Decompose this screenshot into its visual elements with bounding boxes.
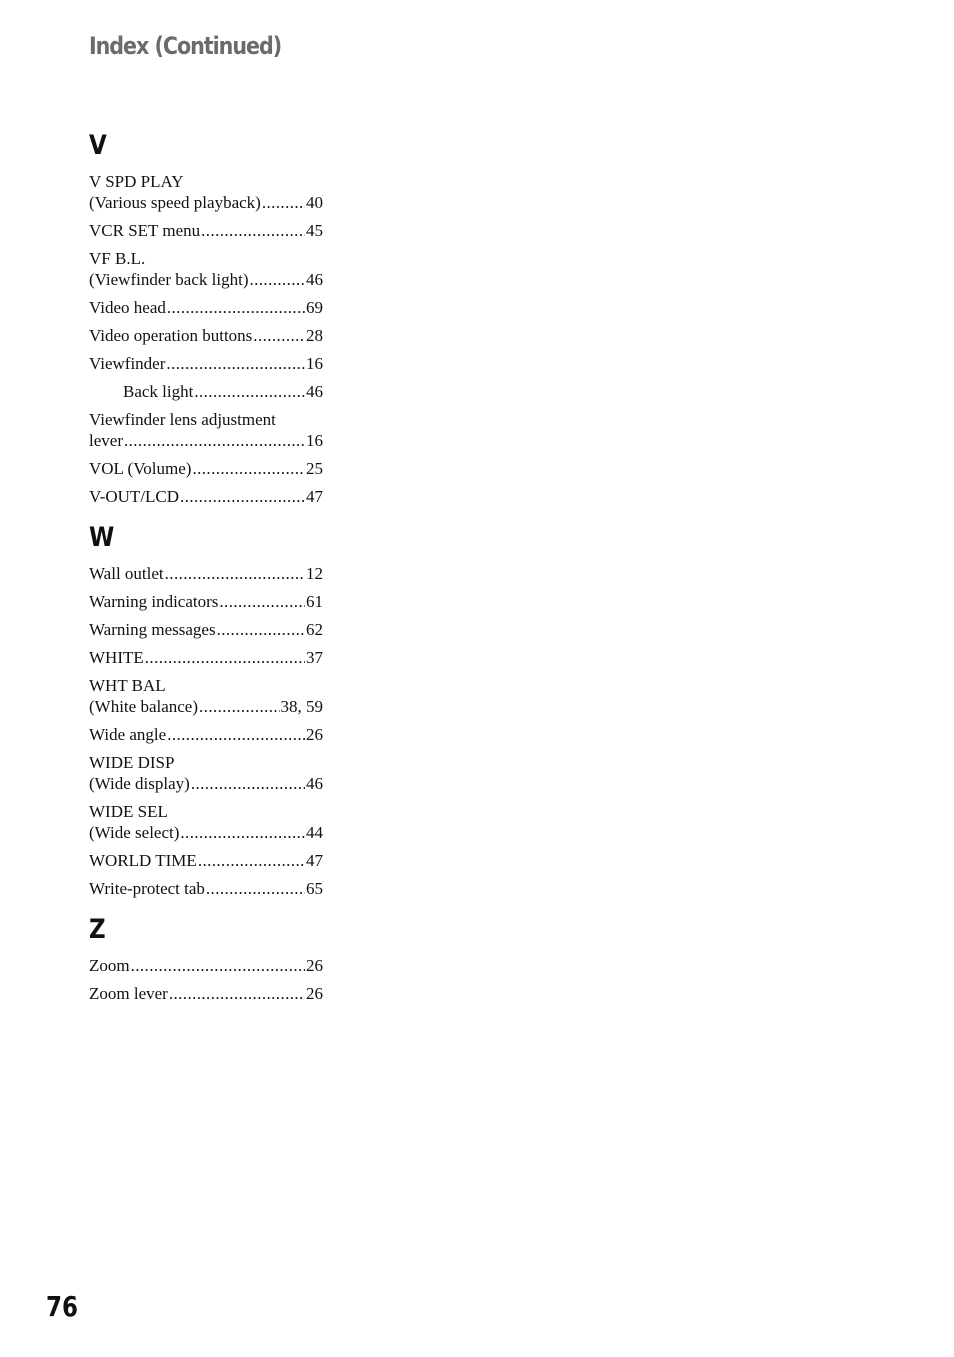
dot-leader bbox=[131, 955, 305, 976]
entry-page-ref: 26 bbox=[306, 956, 323, 975]
index-entry bbox=[89, 752, 323, 794]
entry-label: (White balance) bbox=[89, 697, 199, 716]
entry-page-ref: 46 bbox=[306, 382, 323, 401]
dot-leader bbox=[192, 458, 305, 479]
entry-label: Zoom lever bbox=[89, 984, 168, 1003]
entry-row bbox=[89, 955, 323, 976]
entry-label: Warning indicators bbox=[89, 592, 219, 611]
dot-leader bbox=[180, 822, 305, 843]
entry-row bbox=[89, 647, 323, 668]
entry-page-ref: 45 bbox=[306, 221, 323, 240]
entry-label: Write-protect tab bbox=[89, 879, 205, 898]
entry-page-ref: 40 bbox=[306, 193, 323, 212]
entry-page-ref: 16 bbox=[306, 354, 323, 373]
entry-page-ref: 44 bbox=[306, 823, 323, 842]
entry-row bbox=[89, 381, 323, 402]
entry-page-ref: 46 bbox=[306, 270, 323, 289]
index-entry bbox=[89, 850, 323, 871]
dot-leader bbox=[145, 647, 305, 668]
entry-row bbox=[89, 353, 323, 374]
entry-row bbox=[89, 192, 323, 213]
dot-leader bbox=[165, 563, 305, 584]
index-entry bbox=[89, 220, 323, 241]
dot-leader bbox=[180, 486, 305, 507]
entry-label: (Viewfinder back light) bbox=[89, 270, 249, 289]
entry-label: (Various speed playback) bbox=[89, 193, 261, 212]
dot-leader bbox=[124, 430, 305, 451]
index-entry bbox=[89, 878, 323, 899]
entry-row bbox=[89, 822, 323, 843]
entry-label: (Wide display) bbox=[89, 774, 190, 793]
entry-page-ref: 38, 59 bbox=[280, 697, 323, 716]
entry-row bbox=[89, 591, 323, 612]
page-number: 76 bbox=[46, 1290, 78, 1323]
index-entry bbox=[89, 647, 323, 668]
dot-leader bbox=[219, 591, 305, 612]
entry-row bbox=[89, 696, 323, 717]
entry-label: Back light bbox=[123, 382, 194, 401]
index-section-w bbox=[89, 520, 323, 899]
entry-label: (Wide select) bbox=[89, 823, 180, 842]
entry-label: VOL (Volume) bbox=[89, 459, 192, 478]
entry-label: lever bbox=[89, 431, 123, 450]
entry-label: Zoom bbox=[89, 956, 130, 975]
section-letter: Z bbox=[89, 914, 106, 945]
entry-page-ref: 12 bbox=[306, 564, 323, 583]
entry-page-ref: 47 bbox=[306, 851, 323, 870]
entry-row bbox=[89, 619, 323, 640]
entry-label: Wide angle bbox=[89, 725, 167, 744]
entry-page-ref: 69 bbox=[306, 298, 323, 317]
entry-row bbox=[89, 850, 323, 871]
entry-heading: VF B.L. bbox=[89, 249, 146, 268]
index-entry bbox=[89, 297, 323, 318]
index-section-v bbox=[89, 128, 323, 507]
entry-row bbox=[89, 297, 323, 318]
entry-label: Video operation buttons bbox=[89, 326, 253, 345]
entry-page-ref: 46 bbox=[306, 774, 323, 793]
dot-leader bbox=[194, 381, 305, 402]
entry-page-ref: 47 bbox=[306, 487, 323, 506]
dot-leader bbox=[198, 850, 305, 871]
entry-row bbox=[89, 220, 323, 241]
entry-heading: WIDE SEL bbox=[89, 802, 168, 821]
dot-leader bbox=[191, 773, 305, 794]
dot-leader bbox=[166, 353, 305, 374]
dot-leader bbox=[169, 983, 305, 1004]
entry-row bbox=[89, 983, 323, 1004]
entry-label: WHITE bbox=[89, 648, 144, 667]
dot-leader bbox=[199, 696, 279, 717]
entry-label: Warning messages bbox=[89, 620, 216, 639]
section-letter: W bbox=[89, 522, 115, 553]
dot-leader bbox=[249, 269, 305, 290]
dot-leader bbox=[167, 724, 305, 745]
entry-row bbox=[89, 773, 323, 794]
entry-label: WORLD TIME bbox=[89, 851, 197, 870]
entry-row bbox=[89, 878, 323, 899]
index-entry bbox=[89, 458, 323, 479]
index-entry bbox=[89, 248, 323, 290]
entry-row bbox=[89, 325, 323, 346]
index-section-z bbox=[89, 912, 323, 1004]
page-header-title: Index (Continued) bbox=[89, 32, 282, 60]
index-entry bbox=[89, 325, 323, 346]
entry-row bbox=[89, 269, 323, 290]
index-entry bbox=[89, 353, 323, 374]
entry-page-ref: 28 bbox=[306, 326, 323, 345]
dot-leader bbox=[262, 192, 305, 213]
entry-heading: WIDE DISP bbox=[89, 753, 175, 772]
entry-page-ref: 65 bbox=[306, 879, 323, 898]
entry-label: VCR SET menu bbox=[89, 221, 201, 240]
entry-heading: WHT BAL bbox=[89, 676, 166, 695]
index-entry bbox=[89, 409, 323, 451]
index-entry bbox=[89, 801, 323, 843]
entry-row bbox=[89, 430, 323, 451]
dot-leader bbox=[167, 297, 305, 318]
entry-heading: Viewfinder lens adjustment bbox=[89, 410, 276, 429]
entry-row bbox=[89, 563, 323, 584]
entry-label: Viewfinder bbox=[89, 354, 166, 373]
index-entry bbox=[89, 563, 323, 584]
entry-page-ref: 16 bbox=[306, 431, 323, 450]
entry-page-ref: 37 bbox=[306, 648, 323, 667]
entry-page-ref: 26 bbox=[306, 984, 323, 1003]
dot-leader bbox=[253, 325, 305, 346]
index-entry bbox=[89, 486, 323, 507]
index-entry bbox=[89, 591, 323, 612]
index-entry bbox=[89, 171, 323, 213]
entry-page-ref: 25 bbox=[306, 459, 323, 478]
entry-label: V-OUT/LCD bbox=[89, 487, 180, 506]
dot-leader bbox=[201, 220, 305, 241]
entry-page-ref: 62 bbox=[306, 620, 323, 639]
entry-row bbox=[89, 486, 323, 507]
index-entry bbox=[89, 675, 323, 717]
index-entry bbox=[89, 724, 323, 745]
entry-label: Video head bbox=[89, 298, 166, 317]
entry-row bbox=[89, 724, 323, 745]
dot-leader bbox=[217, 619, 305, 640]
index-column bbox=[89, 128, 323, 1011]
index-entry bbox=[89, 955, 323, 976]
index-entry bbox=[89, 619, 323, 640]
entry-heading: V SPD PLAY bbox=[89, 172, 184, 191]
entry-page-ref: 61 bbox=[306, 592, 323, 611]
dot-leader bbox=[206, 878, 305, 899]
entry-row bbox=[89, 458, 323, 479]
index-entry bbox=[89, 381, 323, 402]
entry-page-ref: 26 bbox=[306, 725, 323, 744]
index-entry bbox=[89, 983, 323, 1004]
section-letter: V bbox=[89, 130, 107, 161]
entry-label: Wall outlet bbox=[89, 564, 164, 583]
